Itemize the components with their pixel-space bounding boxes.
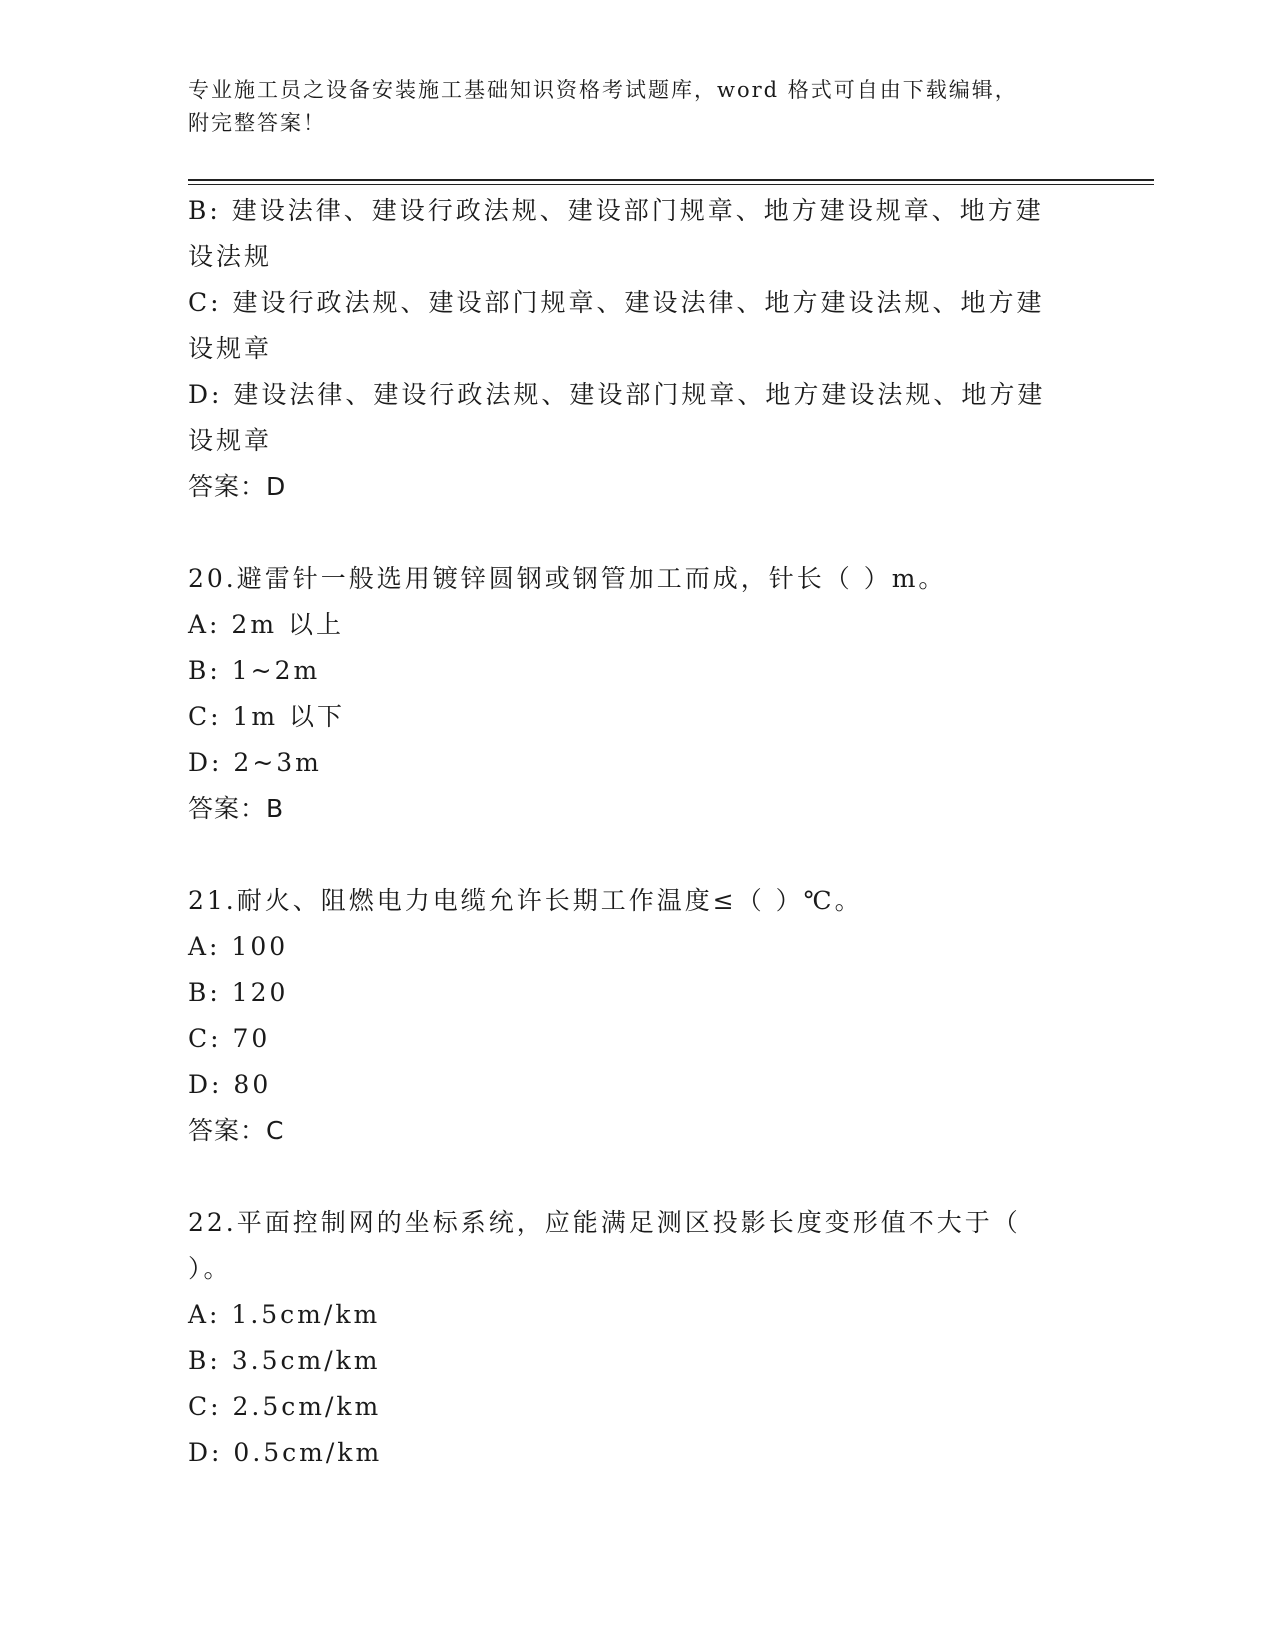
q19-option-b-line-2: 设法规 <box>188 242 273 271</box>
q22-option-a: A: 1.5cm/km <box>188 1300 381 1329</box>
q19-option-d-line-1: D: 建设法律、建设行政法规、建设部门规章、地方建设法规、地方建 <box>188 380 1046 409</box>
question-content <box>188 188 1088 1476</box>
q19-option-b-line-1: B: 建设法律、建设行政法规、建设部门规章、地方建设规章、地方建 <box>188 196 1044 225</box>
q21-answer: 答案：C <box>188 1116 285 1145</box>
q20-option-d: D: 2~3m <box>188 748 322 777</box>
q22-question-line-1: 22.平面控制网的坐标系统，应能满足测区投影长度变形值不大于（ <box>188 1208 1021 1237</box>
q22-question-line-2: ）。 <box>188 1254 232 1283</box>
q21-option-d: D: 80 <box>188 1070 272 1099</box>
q20-answer: 答案：B <box>188 794 285 823</box>
q20-option-b: B: 1~2m <box>188 656 321 685</box>
q19-answer: 答案：D <box>188 472 287 501</box>
q19-option-d-line-2: 设规章 <box>188 426 273 455</box>
q22-option-d: D: 0.5cm/km <box>188 1438 383 1467</box>
q19-option-c-line-1: C: 建设行政法规、建设部门规章、建设法律、地方建设法规、地方建 <box>188 288 1045 317</box>
header-divider-thick <box>188 179 1154 181</box>
q21-option-a: A: 100 <box>188 932 289 961</box>
header-title-line-2: 附完整答案！ <box>188 111 326 135</box>
question-20-block <box>188 556 1088 832</box>
q21-option-c: C: 70 <box>188 1024 271 1053</box>
question-19-block <box>188 188 1088 510</box>
q20-option-a: A: 2m 以上 <box>188 610 344 639</box>
document-header <box>188 74 1068 140</box>
spacer <box>188 510 1088 556</box>
q21-option-b: B: 120 <box>188 978 289 1007</box>
header-divider-thin <box>188 184 1154 185</box>
q20-question: 20.避雷针一般选用镀锌圆钢或钢管加工而成，针长（ ）m。 <box>188 564 947 593</box>
spacer <box>188 832 1088 878</box>
q19-option-c-line-2: 设规章 <box>188 334 273 363</box>
spacer <box>188 1154 1088 1200</box>
q22-option-b: B: 3.5cm/km <box>188 1346 381 1375</box>
question-21-block <box>188 878 1088 1154</box>
q20-option-c: C: 1m 以下 <box>188 702 346 731</box>
question-22-block <box>188 1200 1088 1476</box>
q21-question: 21.耐火、阻燃电力电缆允许长期工作温度≤（ ）℃。 <box>188 886 863 915</box>
header-title-line-1: 专业施工员之设备安装施工基础知识资格考试题库，word 格式可自由下载编辑， <box>188 78 1018 102</box>
q22-option-c: C: 2.5cm/km <box>188 1392 382 1421</box>
